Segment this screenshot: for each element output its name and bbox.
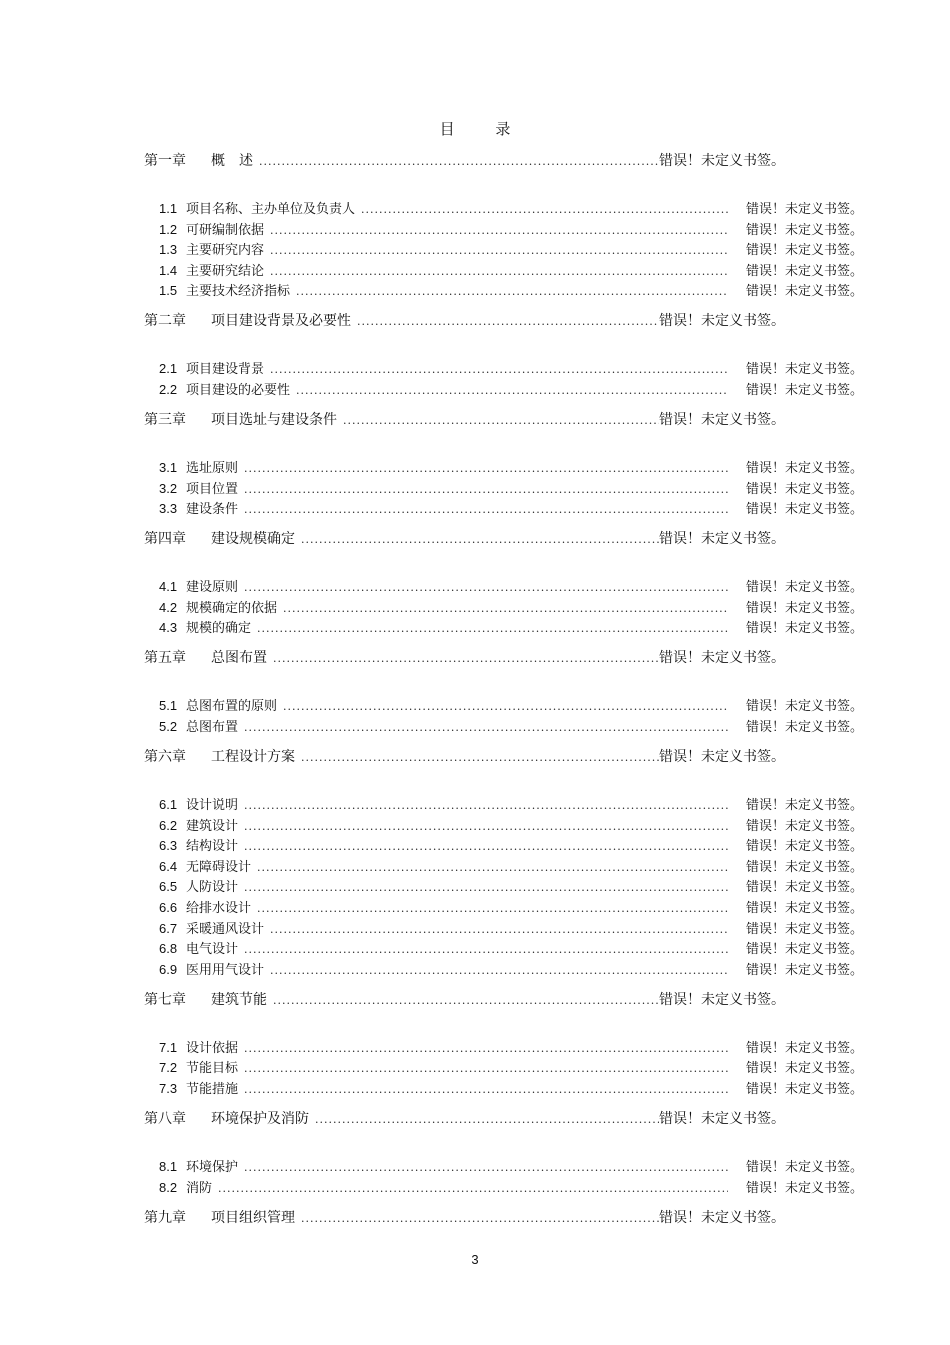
entry-page-reference: 错误！未定义书签。 — [745, 880, 863, 896]
entry-title: 采暖通风设计 — [186, 921, 265, 937]
entry-page-reference: 错误！未定义书签。 — [745, 481, 863, 497]
toc-section-entry[interactable] — [159, 716, 863, 735]
entry-page-reference: 错误！未定义书签。 — [745, 600, 863, 616]
toc-section-entry[interactable] — [159, 938, 863, 957]
entry-title: 规模确定的依据 — [186, 600, 278, 616]
entry-number: 第五章 — [144, 650, 186, 667]
entry-page-reference: 错误！未定义书签。 — [659, 650, 785, 667]
entry-page-reference: 错误！未定义书签。 — [745, 942, 863, 958]
entry-number: 6.6 — [159, 900, 178, 915]
entry-title: 医用用气设计 — [186, 962, 265, 978]
entry-page-reference: 错误！未定义书签。 — [659, 749, 785, 765]
entry-number: 第九章 — [144, 1209, 186, 1226]
entry-title: 主要研究结论 — [186, 263, 265, 279]
dot-leader — [257, 861, 728, 874]
entry-number: 7.2 — [159, 1060, 178, 1076]
dot-leader — [244, 840, 728, 853]
entry-number: 第七章 — [144, 991, 186, 1008]
dot-leader — [244, 943, 728, 956]
entry-number: 3.1 — [159, 460, 178, 475]
entry-title: 结构设计 — [186, 839, 239, 855]
entry-number: 6.7 — [159, 920, 178, 936]
dot-leader — [283, 602, 728, 615]
entry-title: 设计依据 — [186, 1040, 239, 1056]
dot-leader — [218, 1182, 728, 1195]
entry-page-reference: 错误！未定义书签。 — [659, 313, 785, 330]
entry-title: 工程设计方案 — [211, 749, 295, 765]
dot-leader — [270, 923, 728, 936]
toc-section-entry[interactable] — [159, 856, 863, 875]
entry-title: 环境保护 — [186, 1160, 239, 1175]
entry-number: 1.1 — [159, 201, 178, 216]
entry-number: 8.1 — [159, 1159, 178, 1174]
dot-leader — [259, 155, 659, 168]
entry-page-reference: 错误！未定义书签。 — [745, 921, 863, 937]
entry-page-reference: 错误！未定义书签。 — [745, 818, 863, 834]
toc-section-entry[interactable] — [159, 1156, 863, 1175]
entry-number: 8.2 — [159, 1179, 178, 1195]
entry-title: 总图布置 — [186, 720, 239, 735]
entry-page-reference: 错误！未定义书签。 — [745, 502, 863, 518]
entry-title: 电气设计 — [186, 942, 239, 958]
dot-leader — [257, 622, 728, 635]
entry-number: 第一章 — [144, 153, 186, 169]
entry-page-reference: 错误！未定义书签。 — [745, 1040, 863, 1056]
toc-section-entry[interactable] — [159, 239, 863, 258]
entry-number: 1.2 — [159, 221, 178, 237]
toc-section-entry[interactable] — [159, 198, 863, 217]
toc-section-entry[interactable] — [159, 1078, 863, 1097]
toc-section-entry[interactable] — [159, 219, 863, 238]
entry-page-reference: 错误！未定义书签。 — [745, 839, 863, 855]
entry-number: 4.3 — [159, 620, 178, 636]
toc-section-entry[interactable] — [159, 617, 863, 636]
toc-section-entry[interactable] — [159, 1177, 863, 1196]
entry-page-reference: 错误！未定义书签。 — [745, 284, 863, 300]
entry-page-reference: 错误！未定义书签。 — [659, 412, 785, 428]
dot-leader — [244, 1062, 728, 1075]
entry-title: 总图布置的原则 — [186, 699, 278, 715]
entry-number: 7.1 — [159, 1039, 178, 1055]
entry-number: 第六章 — [144, 749, 186, 765]
toc-section-entry[interactable] — [159, 498, 863, 517]
dot-leader — [244, 581, 728, 594]
entry-page-reference: 错误！未定义书签。 — [745, 621, 863, 637]
toc-section-entry[interactable] — [159, 576, 863, 595]
entry-number: 2.1 — [159, 361, 178, 377]
toc-chapter-entry[interactable] — [144, 150, 785, 170]
entry-number: 3.2 — [159, 480, 178, 496]
entry-page-reference: 错误！未定义书签。 — [745, 263, 863, 279]
page-number: 3 — [471, 1252, 479, 1267]
entry-number: 1.3 — [159, 242, 178, 258]
entry-page-reference: 错误！未定义书签。 — [659, 153, 785, 169]
entry-number: 4.2 — [159, 599, 178, 615]
dot-leader — [273, 652, 659, 665]
toc-chapter-entry[interactable] — [144, 310, 785, 330]
toc-section-entry[interactable] — [159, 478, 863, 497]
toc-section-entry[interactable] — [159, 794, 863, 813]
dot-leader — [315, 1113, 659, 1126]
dot-leader — [244, 820, 728, 833]
toc-section-entry[interactable] — [159, 597, 863, 616]
dot-leader — [244, 462, 728, 475]
entry-number: 6.1 — [159, 797, 178, 812]
entry-page-reference: 错误！未定义书签。 — [659, 1209, 785, 1226]
dot-leader — [273, 994, 659, 1007]
entry-number: 6.8 — [159, 941, 178, 957]
dot-leader — [270, 244, 728, 257]
entry-number: 1.5 — [159, 283, 178, 299]
toc-section-entry[interactable] — [159, 876, 863, 895]
dot-leader — [244, 881, 728, 894]
dot-leader — [283, 700, 728, 713]
toc-section-entry[interactable] — [159, 1037, 863, 1056]
toc-chapter-entry[interactable] — [144, 1207, 785, 1227]
toc-chapter-entry[interactable] — [144, 746, 785, 766]
entry-title: 概 述 — [211, 153, 253, 169]
dot-leader — [270, 363, 728, 376]
dot-leader — [257, 902, 728, 915]
entry-number: 6.3 — [159, 838, 178, 854]
entry-page-reference: 错误！未定义书签。 — [745, 222, 863, 238]
entry-number: 第三章 — [144, 412, 186, 428]
dot-leader — [270, 964, 728, 977]
toc-title: 目 录 — [439, 120, 529, 138]
entry-number: 7.3 — [159, 1081, 178, 1096]
dot-leader — [244, 1161, 728, 1174]
dot-leader — [301, 1212, 659, 1225]
entry-page-reference: 错误！未定义书签。 — [745, 1160, 863, 1175]
toc-section-entry[interactable] — [159, 379, 863, 398]
entry-title: 项目组织管理 — [211, 1209, 295, 1226]
dot-leader — [244, 1083, 728, 1096]
entry-title: 项目位置 — [186, 481, 239, 497]
entry-title: 建设条件 — [186, 502, 239, 518]
entry-page-reference: 错误！未定义书签。 — [745, 461, 863, 476]
entry-page-reference: 错误！未定义书签。 — [745, 1082, 863, 1097]
toc-section-entry[interactable] — [159, 1057, 863, 1076]
entry-title: 可研编制依据 — [186, 222, 265, 238]
entry-title: 节能目标 — [186, 1061, 239, 1077]
dot-leader — [270, 265, 728, 278]
entry-title: 建筑设计 — [186, 818, 239, 834]
entry-title: 消防 — [186, 1180, 213, 1196]
entry-page-reference: 错误！未定义书签。 — [745, 901, 863, 916]
toc-section-entry[interactable] — [159, 815, 863, 834]
toc-section-entry[interactable] — [159, 457, 863, 476]
entry-title: 建筑节能 — [211, 991, 267, 1008]
entry-title: 项目选址与建设条件 — [211, 412, 337, 428]
dot-leader — [301, 533, 659, 546]
entry-page-reference: 错误！未定义书签。 — [745, 699, 863, 715]
toc-section-entry[interactable] — [159, 695, 863, 714]
dot-leader — [343, 414, 659, 427]
toc-chapter-entry[interactable] — [144, 989, 785, 1009]
dot-leader — [244, 721, 728, 734]
entry-page-reference: 错误！未定义书签。 — [745, 383, 863, 398]
entry-title: 建设原则 — [186, 580, 239, 596]
entry-title: 环境保护及消防 — [211, 1111, 309, 1127]
entry-number: 第八章 — [144, 1111, 186, 1127]
entry-title: 节能措施 — [186, 1082, 239, 1097]
entry-title: 人防设计 — [186, 880, 239, 896]
toc-section-entry[interactable] — [159, 358, 863, 377]
entry-title: 建设规模确定 — [211, 531, 295, 548]
entry-number: 第四章 — [144, 531, 186, 548]
entry-page-reference: 错误！未定义书签。 — [659, 531, 785, 548]
entry-title: 项目建设的必要性 — [186, 383, 291, 398]
entry-page-reference: 错误！未定义书签。 — [745, 1180, 863, 1196]
dot-leader — [296, 384, 728, 397]
toc-section-entry[interactable] — [159, 835, 863, 854]
dot-leader — [244, 1042, 728, 1055]
toc-chapter-entry[interactable] — [144, 647, 785, 667]
entry-number: 6.5 — [159, 879, 178, 895]
dot-leader — [357, 315, 659, 328]
entry-number: 2.2 — [159, 382, 178, 397]
entry-number: 5.1 — [159, 698, 178, 714]
entry-page-reference: 错误！未定义书签。 — [659, 1111, 785, 1127]
entry-page-reference: 错误！未定义书签。 — [745, 362, 863, 378]
toc-section-entry[interactable] — [159, 260, 863, 279]
entry-title: 项目名称、主办单位及负责人 — [186, 202, 356, 217]
dot-leader — [270, 224, 728, 237]
toc-chapter-entry[interactable] — [144, 409, 785, 429]
dot-leader — [244, 483, 728, 496]
entry-title: 选址原则 — [186, 461, 239, 476]
dot-leader — [296, 285, 728, 298]
entry-number: 第二章 — [144, 313, 186, 330]
toc-section-entry[interactable] — [159, 918, 863, 937]
dot-leader — [244, 799, 728, 812]
toc-chapter-entry[interactable] — [144, 1108, 785, 1128]
entry-title: 规模的确定 — [186, 621, 252, 637]
toc-section-entry[interactable] — [159, 959, 863, 978]
entry-title: 项目建设背景及必要性 — [211, 313, 351, 330]
entry-page-reference: 错误！未定义书签。 — [745, 798, 863, 813]
entry-page-reference: 错误！未定义书签。 — [745, 720, 863, 735]
entry-title: 无障碍设计 — [186, 859, 252, 875]
dot-leader — [361, 203, 728, 216]
entry-page-reference: 错误！未定义书签。 — [659, 991, 785, 1008]
entry-number: 6.9 — [159, 961, 178, 977]
dot-leader — [244, 503, 728, 516]
entry-number: 5.2 — [159, 719, 178, 734]
entry-title: 主要研究内容 — [186, 243, 265, 259]
entry-title: 总图布置 — [211, 650, 267, 667]
entry-number: 4.1 — [159, 579, 178, 595]
entry-title: 给排水设计 — [186, 901, 252, 916]
entry-page-reference: 错误！未定义书签。 — [745, 859, 863, 875]
entry-number: 3.3 — [159, 501, 178, 517]
dot-leader — [301, 751, 659, 764]
entry-page-reference: 错误！未定义书签。 — [745, 243, 863, 259]
entry-number: 6.4 — [159, 858, 178, 874]
entry-page-reference: 错误！未定义书签。 — [745, 580, 863, 596]
entry-page-reference: 错误！未定义书签。 — [745, 962, 863, 978]
entry-title: 项目建设背景 — [186, 362, 265, 378]
entry-title: 主要技术经济指标 — [186, 284, 291, 300]
toc-section-entry[interactable] — [159, 280, 863, 299]
entry-title: 设计说明 — [186, 798, 239, 813]
entry-number: 1.4 — [159, 262, 178, 278]
entry-number: 6.2 — [159, 817, 178, 833]
toc-chapter-entry[interactable] — [144, 528, 785, 548]
toc-section-entry[interactable] — [159, 897, 863, 916]
entry-page-reference: 错误！未定义书签。 — [745, 202, 863, 217]
entry-page-reference: 错误！未定义书签。 — [745, 1061, 863, 1077]
